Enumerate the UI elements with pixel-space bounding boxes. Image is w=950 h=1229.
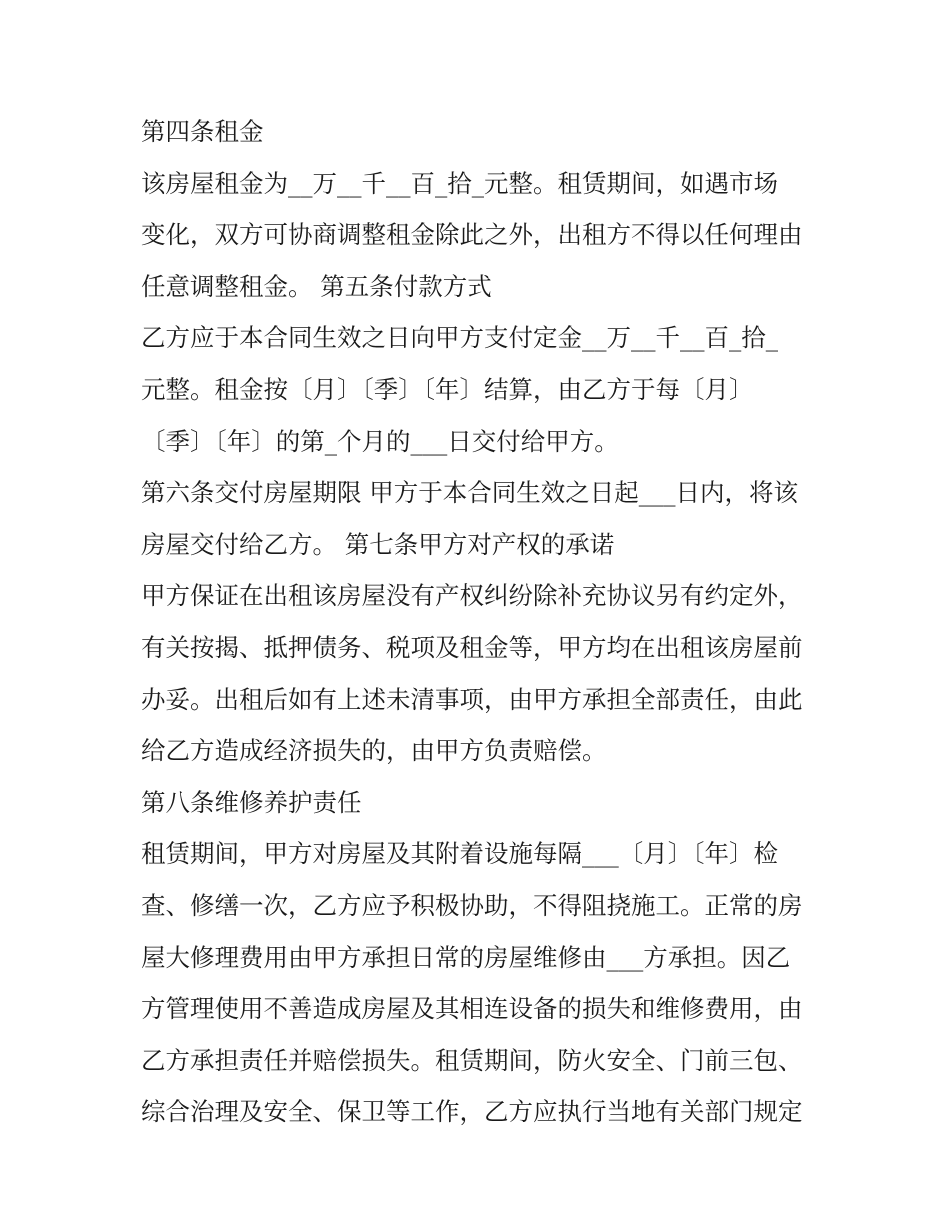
text-line: 该房屋租金为__万__千__百_拾_元整。租赁期间，如遇市场	[141, 168, 778, 198]
text-line: 有关按揭、抵押债务、税项及租金等，甲方均在出租该房屋前	[141, 632, 803, 662]
text-line: 查、修缮一次，乙方应予积极协助，不得阻挠施工。正常的房	[141, 890, 803, 920]
text-line: 租赁期间，甲方对房屋及其附着设施每隔___〔月〕〔年〕检	[141, 839, 778, 869]
text-line: 任意调整租金。 第五条付款方式	[141, 271, 492, 301]
text-line: 元整。租金按〔月〕〔季〕〔年〕结算，由乙方于每〔月〕	[141, 374, 754, 404]
text-line: 甲方保证在出租该房屋没有产权纠纷除补充协议另有约定外，	[141, 581, 803, 611]
text-line: 〔季〕〔年〕的第_个月的___日交付给甲方。	[141, 426, 619, 456]
text-line: 办妥。出租后如有上述未清事项，由甲方承担全部责任，由此	[141, 684, 803, 714]
document-body	[141, 106, 821, 1138]
text-line: 房屋交付给乙方。 第七条甲方对产权的承诺	[141, 529, 615, 559]
text-line: 变化，双方可协商调整租金除此之外，出租方不得以任何理由	[141, 220, 803, 250]
text-line: 综合治理及安全、保卫等工作，乙方应执行当地有关部门规定	[141, 1097, 803, 1127]
text-line: 乙方应于本合同生效之日向甲方支付定金__万__千__百_拾_	[141, 323, 778, 353]
text-line: 乙方承担责任并赔偿损失。租赁期间，防火安全、门前三包、	[141, 1045, 803, 1075]
section-heading-maintenance: 第八条维修养护责任	[141, 787, 362, 817]
text-line: 第六条交付房屋期限 甲方于本合同生效之日起___日内，将该	[141, 478, 799, 508]
section-heading-rent: 第四条租金	[141, 117, 264, 146]
text-line: 给乙方造成经济损失的，由甲方负责赔偿。	[141, 736, 607, 766]
text-line: 方管理使用不善造成房屋及其相连设备的损失和维修费用，由	[141, 994, 803, 1024]
text-line: 屋大修理费用由甲方承担日常的房屋维修由___方承担。因乙	[141, 942, 791, 972]
